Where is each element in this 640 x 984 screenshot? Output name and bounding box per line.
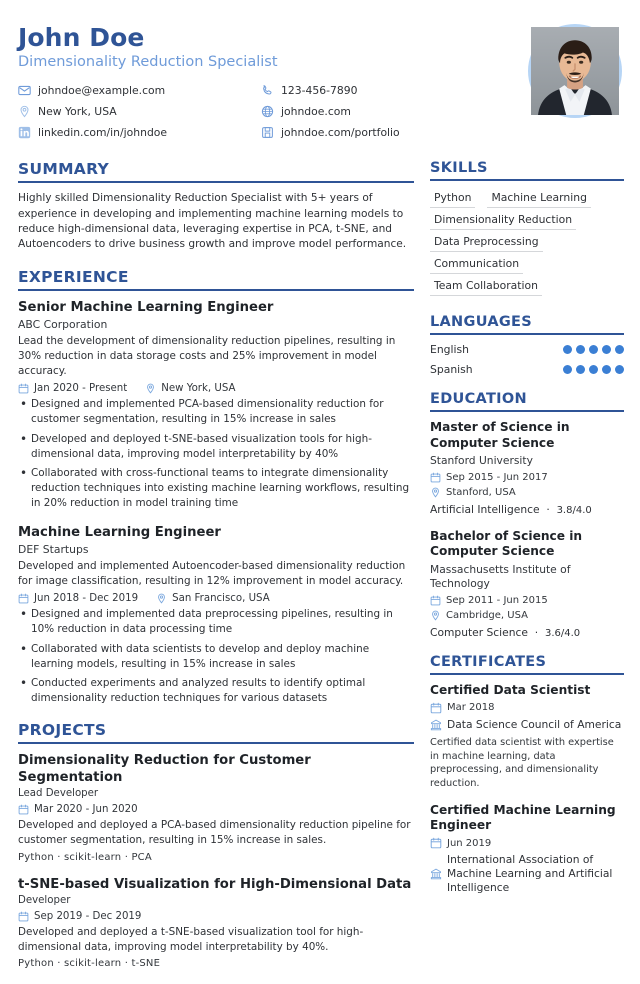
linkedin-icon [18,126,31,139]
calendar-icon [18,911,29,922]
experience-description: Lead the development of dimensionality reduction pipelines, resulting in 30% reduction in data storage costs and 25% improvement in model accuracy. [18,334,396,377]
location-pin-icon [156,593,167,604]
certificate-issuer [430,718,624,732]
calendar-icon [18,804,29,815]
level-dot [602,345,611,354]
list-item: • Collaborated with data scientists to develop and deploy machine learning models, resulting in 15% increase in sales [18,642,414,672]
experience-meta [18,593,414,604]
certificate-date-text: Jun 2019 [447,837,492,849]
section-languages [430,314,624,376]
section-experience [18,268,414,706]
education-dates-text: Sep 2011 - Jun 2015 [446,594,548,606]
certificate-issuer-text: Data Science Council of America [447,717,622,731]
certificates-heading: CERTIFICATES [430,654,624,675]
contact-portfolio-text: johndoe.com/portfolio [281,126,400,140]
language-item [430,363,624,376]
summary-heading: SUMMARY [18,160,414,183]
language-name: English [430,343,469,357]
experience-dates [18,593,138,604]
education-item [430,420,624,516]
portfolio-icon [261,126,274,139]
contact-portfolio[interactable] [261,126,518,139]
contact-website[interactable] [261,105,518,118]
contact-email-text: johndoe@example.com [38,84,166,98]
bullet-separator: · [542,503,554,517]
level-dot [602,365,611,374]
project-title: Dimensionality Reduction for Customer Segmentation [18,752,311,786]
experience-heading: EXPERIENCE [18,268,414,291]
certificate-description: Certified data scientist with expertise in machine learning, data preprocessing, and dimensionality reduction. [430,736,614,789]
certificate-item [430,803,624,895]
contact-email[interactable] [18,84,261,97]
skills-list [430,189,624,299]
email-icon [18,84,31,97]
contact-grid [18,80,518,143]
location-pin-icon [430,487,441,498]
certificate-date-text: Mar 2018 [447,702,495,714]
project-role: Developer [18,894,71,906]
education-heading: EDUCATION [430,391,624,412]
experience-meta [18,383,414,394]
project-dates-text: Sep 2019 - Dec 2019 [34,910,142,922]
project-item [18,752,414,863]
job-title: Dimensionality Reduction Specialist [18,54,278,70]
education-degree: Master of Science in Computer Science [430,420,570,450]
language-level-dots [563,365,624,374]
level-dot [589,365,598,374]
globe-icon [261,105,274,118]
location-pin-icon [430,610,441,621]
level-dot [615,345,624,354]
project-meta [18,804,414,815]
bullet-separator: · [531,625,542,639]
certificate-item [430,683,624,791]
contact-linkedin[interactable] [18,126,261,139]
skill-chip: Python [430,189,475,208]
education-gpa: 3.8/4.0 [556,505,592,517]
experience-company: ABC Corporation [18,317,108,331]
education-dates [430,472,624,483]
institution-icon [430,719,442,731]
education-school: Massachusetts Institute of Technology [430,562,571,590]
left-column [18,160,414,984]
project-description: Developed and deployed a PCA-based dimensionality reduction pipeline for customer segmentation, resulting in 15% increase in sales. [18,819,411,846]
level-dot [589,345,598,354]
resume-header [18,22,622,143]
project-tags: Python · scikit-learn · PCA [18,851,152,863]
language-item [430,343,624,356]
phone-icon [261,84,274,97]
avatar [528,24,622,118]
certificate-issuer [430,853,624,895]
language-level-dots [563,345,624,354]
education-field: Artificial Intelligence [430,503,540,517]
experience-title: Machine Learning Engineer [18,524,221,540]
experience-dates-text: Jan 2020 - Present [34,383,128,395]
project-meta [18,911,414,922]
education-field-gpa [430,626,624,639]
skill-chip: Data Preprocessing [430,233,543,252]
contact-location-text: New York, USA [38,105,117,119]
section-education [430,391,624,638]
education-location-text: Stanford, USA [446,487,516,499]
experience-location [145,383,235,394]
skills-heading: SKILLS [430,160,624,181]
avatar-photo [531,27,619,115]
calendar-icon [18,593,29,604]
experience-location-text: New York, USA [161,383,236,395]
education-location [430,487,624,498]
header-left [18,22,518,143]
experience-bullets [18,607,414,706]
section-summary [18,160,414,252]
institution-icon [430,868,442,880]
experience-description: Developed and implemented Autoencoder-based dimensionality reduction for image classification, resulting in 12% improvement in model accuracy. [18,559,406,587]
project-title: t-SNE-based Visualization for High-Dimensional Data [18,876,412,892]
experience-dates-text: Jun 2018 - Dec 2019 [34,593,139,605]
experience-location [156,593,270,604]
list-item: • Conducted experiments and analyzed results to identify optimal dimensionality reduction techniques for various datasets [18,676,414,706]
list-item: • Collaborated with cross-functional teams to integrate dimensionality reduction techniques into existing machine learning workflows, resulting in 20% reduction in model training time [18,466,414,510]
experience-item [18,299,414,511]
skill-chip: Machine Learning [487,189,591,208]
education-degree: Bachelor of Science in Computer Science [430,529,583,559]
experience-item [18,524,414,706]
experience-title: Senior Machine Learning Engineer [18,299,274,315]
section-projects [18,721,414,970]
page-title: John Doe [18,23,145,52]
contact-phone-text: 123-456-7890 [281,84,358,98]
location-pin-icon [145,383,156,394]
contact-linkedin-text: linkedin.com/in/johndoe [38,126,168,140]
project-description: Developed and deployed a t-SNE-based visualization tool for high-dimensional data, improving model interpretability by 40%. [18,925,364,953]
project-dates [18,911,141,922]
project-role: Lead Developer [18,788,99,800]
certificate-date [430,702,624,714]
summary-text: Highly skilled Dimensionality Reduction Specialist with 5+ years of experience in developing and implementing machine learning models to reduce high-dimensional data, leveraging expertise in PCA, t-SNE, and Autoencoders to drive business growth and improve model performance. [18,192,407,251]
level-dot [576,365,585,374]
skill-chip: Communication [430,255,523,274]
education-field-gpa [430,503,624,516]
experience-location-text: San Francisco, USA [172,593,270,605]
level-dot [576,345,585,354]
certificate-title: Certified Machine Learning Engineer [430,802,616,833]
education-field: Computer Science [430,625,528,639]
calendar-icon [430,595,441,606]
education-dates [430,595,624,606]
education-item [430,529,624,639]
list-item: • Designed and implemented PCA-based dimensionality reduction for customer segmentation, resulting in 15% increase in sales [18,397,414,427]
experience-dates [18,383,127,394]
certificate-date [430,837,624,849]
level-dot [563,365,572,374]
experience-bullets [18,397,414,510]
contact-website-text: johndoe.com [281,105,351,119]
skill-chip: Team Collaboration [430,277,542,296]
list-item: • Designed and implemented data preprocessing pipelines, resulting in 10% reduction in data processing time [18,607,414,637]
education-location [430,610,624,621]
skill-chip: Dimensionality Reduction [430,211,576,230]
list-item: • Developed and deployed t-SNE-based visualization tools for high-dimensional data, improving model interpretability by 40% [18,432,414,462]
education-location-text: Cambridge, USA [446,609,528,621]
certificate-issuer-text: International Association of Machine Learning and Artificial Intelligence [447,853,613,895]
right-column [430,160,624,984]
language-name: Spanish [430,363,473,377]
education-school: Stanford University [430,454,533,468]
education-gpa: 3.6/4.0 [544,627,581,639]
experience-company: DEF Startups [18,542,89,556]
level-dot [563,345,572,354]
resume-body [18,160,622,984]
projects-heading: PROJECTS [18,721,414,744]
project-dates-text: Mar 2020 - Jun 2020 [34,804,138,816]
contact-phone[interactable] [261,84,518,97]
project-tags: Python · scikit-learn · t-SNE [18,958,161,970]
certificate-title: Certified Data Scientist [430,682,591,697]
languages-heading: LANGUAGES [430,314,624,335]
calendar-icon [430,702,442,714]
calendar-icon [430,472,441,483]
calendar-icon [18,383,29,394]
section-skills [430,160,624,299]
location-pin-icon [18,105,31,118]
project-item [18,876,414,970]
level-dot [615,365,624,374]
calendar-icon [430,837,442,849]
education-dates-text: Sep 2015 - Jun 2017 [446,472,548,484]
project-dates [18,804,138,815]
section-certificates [430,654,624,896]
contact-location [18,105,261,118]
